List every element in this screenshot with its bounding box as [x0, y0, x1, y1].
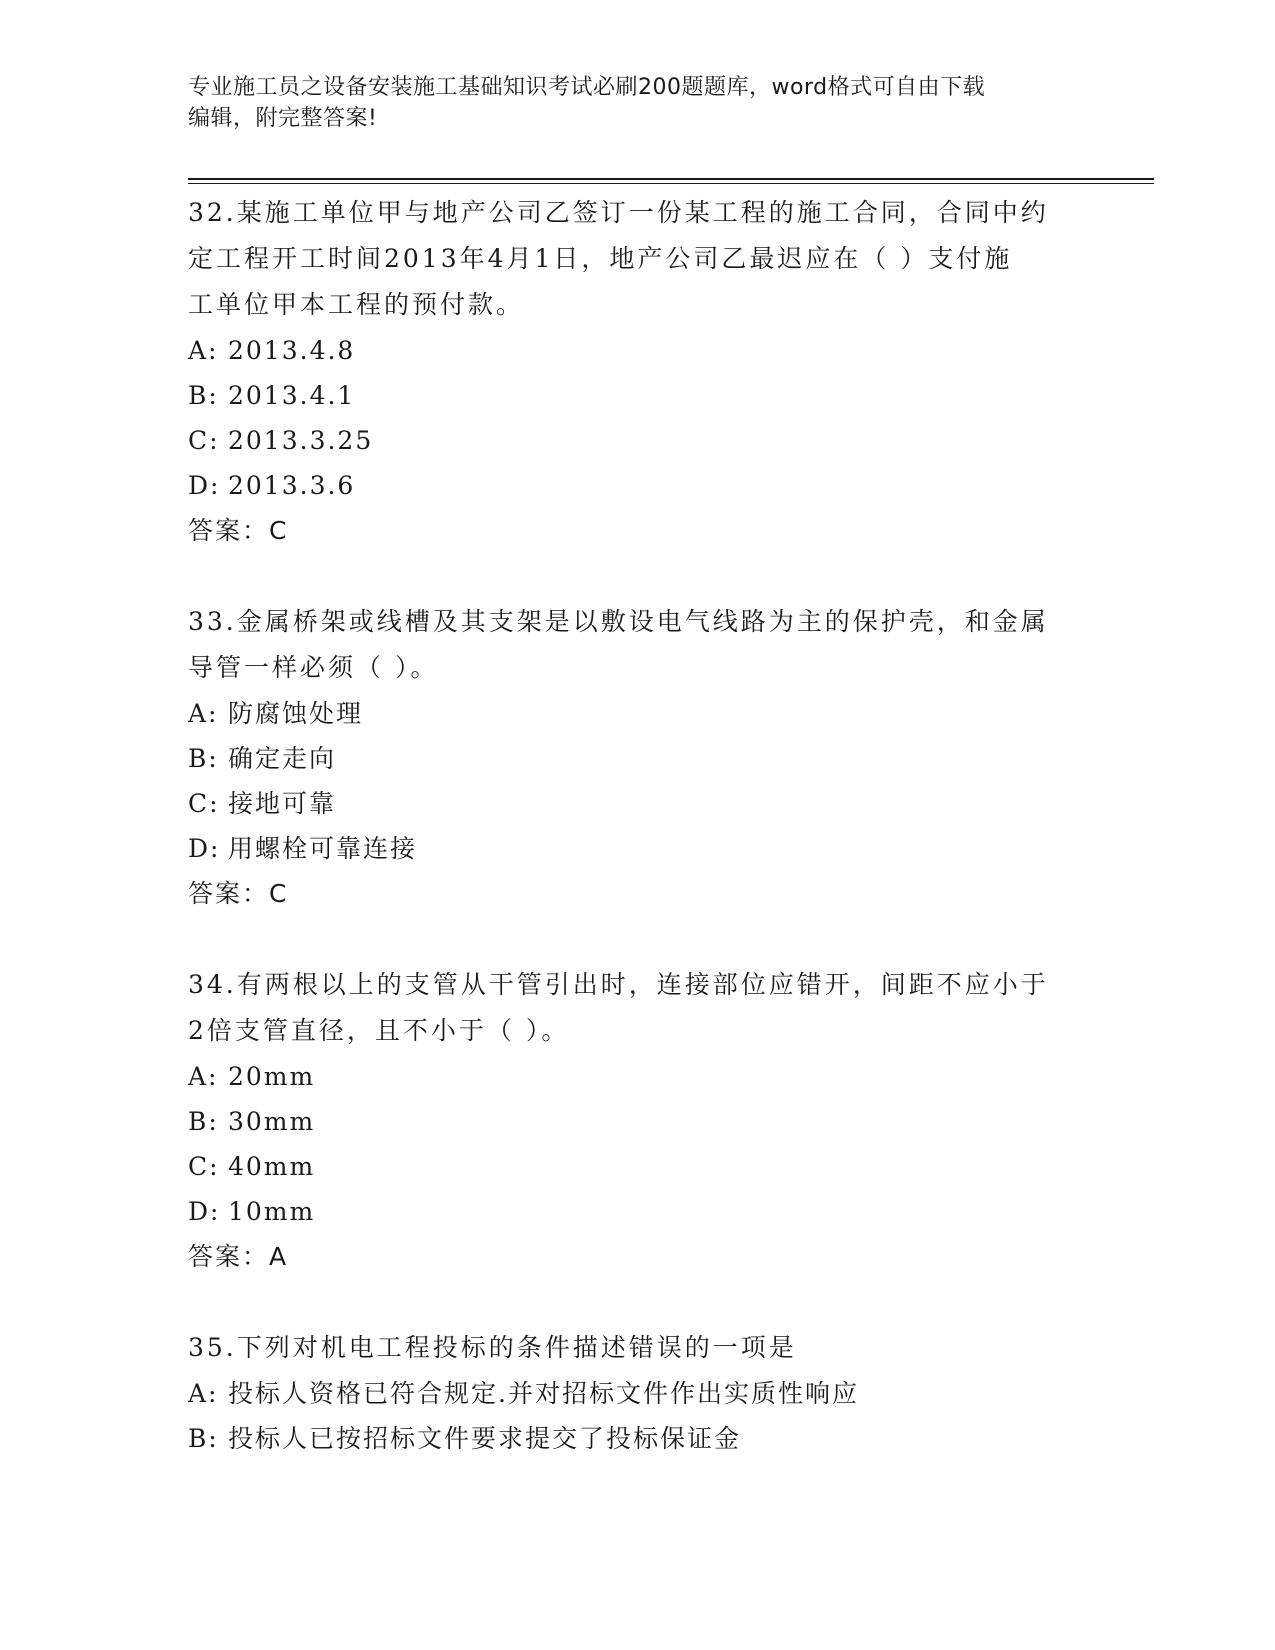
question-35	[188, 1325, 1088, 1461]
question-stem-line: 33.金属桥架或线槽及其支架是以敷设电气线路为主的保护壳，和金属	[188, 607, 1049, 636]
option-b	[188, 1416, 1088, 1461]
option-letter: A:	[188, 1379, 219, 1408]
option-b	[188, 736, 1088, 781]
option-letter: B:	[188, 381, 219, 410]
option-letter: D:	[188, 834, 221, 863]
option-text: 2013.3.6	[228, 471, 356, 500]
question-stem-line: 34.有两根以上的支管从干管引出时，连接部位应错开，间距不应小于	[188, 970, 1049, 999]
option-a	[188, 328, 1088, 373]
question-stem-line: 导管一样必须（ ）。	[188, 653, 439, 682]
option-c	[188, 418, 1088, 463]
header-divider-thick	[188, 178, 1154, 180]
option-letter: A:	[188, 336, 219, 365]
option-text: 接地可靠	[228, 789, 337, 818]
option-letter: D:	[188, 471, 221, 500]
option-letter: D:	[188, 1197, 221, 1226]
question-stem-line: 2倍支管直径，且不小于（ ）。	[188, 1016, 570, 1045]
header-title-line-2: 编辑，附完整答案!	[188, 106, 378, 131]
question-stem-line: 32.某施工单位甲与地产公司乙签订一份某工程的施工合同，合同中约	[188, 198, 1049, 227]
option-text: 用螺栓可靠连接	[228, 834, 418, 863]
option-text: 防腐蚀处理	[228, 699, 364, 728]
option-letter: B:	[188, 1107, 219, 1136]
question-32	[188, 190, 1088, 554]
option-a	[188, 1054, 1088, 1099]
option-c	[188, 1144, 1088, 1189]
option-letter: C:	[188, 426, 220, 455]
option-letter: B:	[188, 1424, 219, 1453]
question-stem-line: 35.下列对机电工程投标的条件描述错误的一项是	[188, 1333, 797, 1362]
option-c	[188, 781, 1088, 826]
option-letter: A:	[188, 1062, 219, 1091]
option-b	[188, 1099, 1088, 1144]
answer-label: 答案：C	[188, 516, 289, 545]
option-text: 30mm	[228, 1107, 316, 1136]
option-text: 投标人资格已符合规定.并对招标文件作出实质性响应	[228, 1379, 859, 1408]
option-text: 确定走向	[228, 744, 337, 773]
answer-label: 答案：C	[188, 879, 289, 908]
option-text: 40mm	[228, 1152, 316, 1181]
option-text: 2013.3.25	[228, 426, 374, 455]
option-text: 投标人已按招标文件要求提交了投标保证金	[228, 1424, 742, 1453]
option-text: 20mm	[228, 1062, 316, 1091]
question-stem-line: 定工程开工时间2013年4月1日，地产公司乙最迟应在（ ）支付施	[188, 244, 1013, 273]
option-d	[188, 463, 1088, 508]
option-d	[188, 826, 1088, 871]
option-text: 2013.4.8	[228, 336, 356, 365]
header-title-line-1: 专业施工员之设备安装施工基础知识考试必刷200题题库，word格式可自由下载	[188, 75, 986, 100]
question-34	[188, 962, 1088, 1280]
option-text: 10mm	[228, 1197, 316, 1226]
question-stem-line: 工单位甲本工程的预付款。	[188, 290, 525, 319]
header-divider-thin	[188, 183, 1154, 184]
option-a	[188, 691, 1088, 736]
question-list	[188, 190, 1088, 1506]
option-a	[188, 1371, 1088, 1416]
option-letter: C:	[188, 1152, 220, 1181]
option-letter: A:	[188, 699, 219, 728]
option-b	[188, 373, 1088, 418]
answer-label: 答案：A	[188, 1242, 289, 1271]
option-letter: B:	[188, 744, 219, 773]
option-letter: C:	[188, 789, 220, 818]
question-33	[188, 599, 1088, 917]
option-d	[188, 1189, 1088, 1234]
document-header	[188, 72, 1068, 134]
option-text: 2013.4.1	[228, 381, 356, 410]
